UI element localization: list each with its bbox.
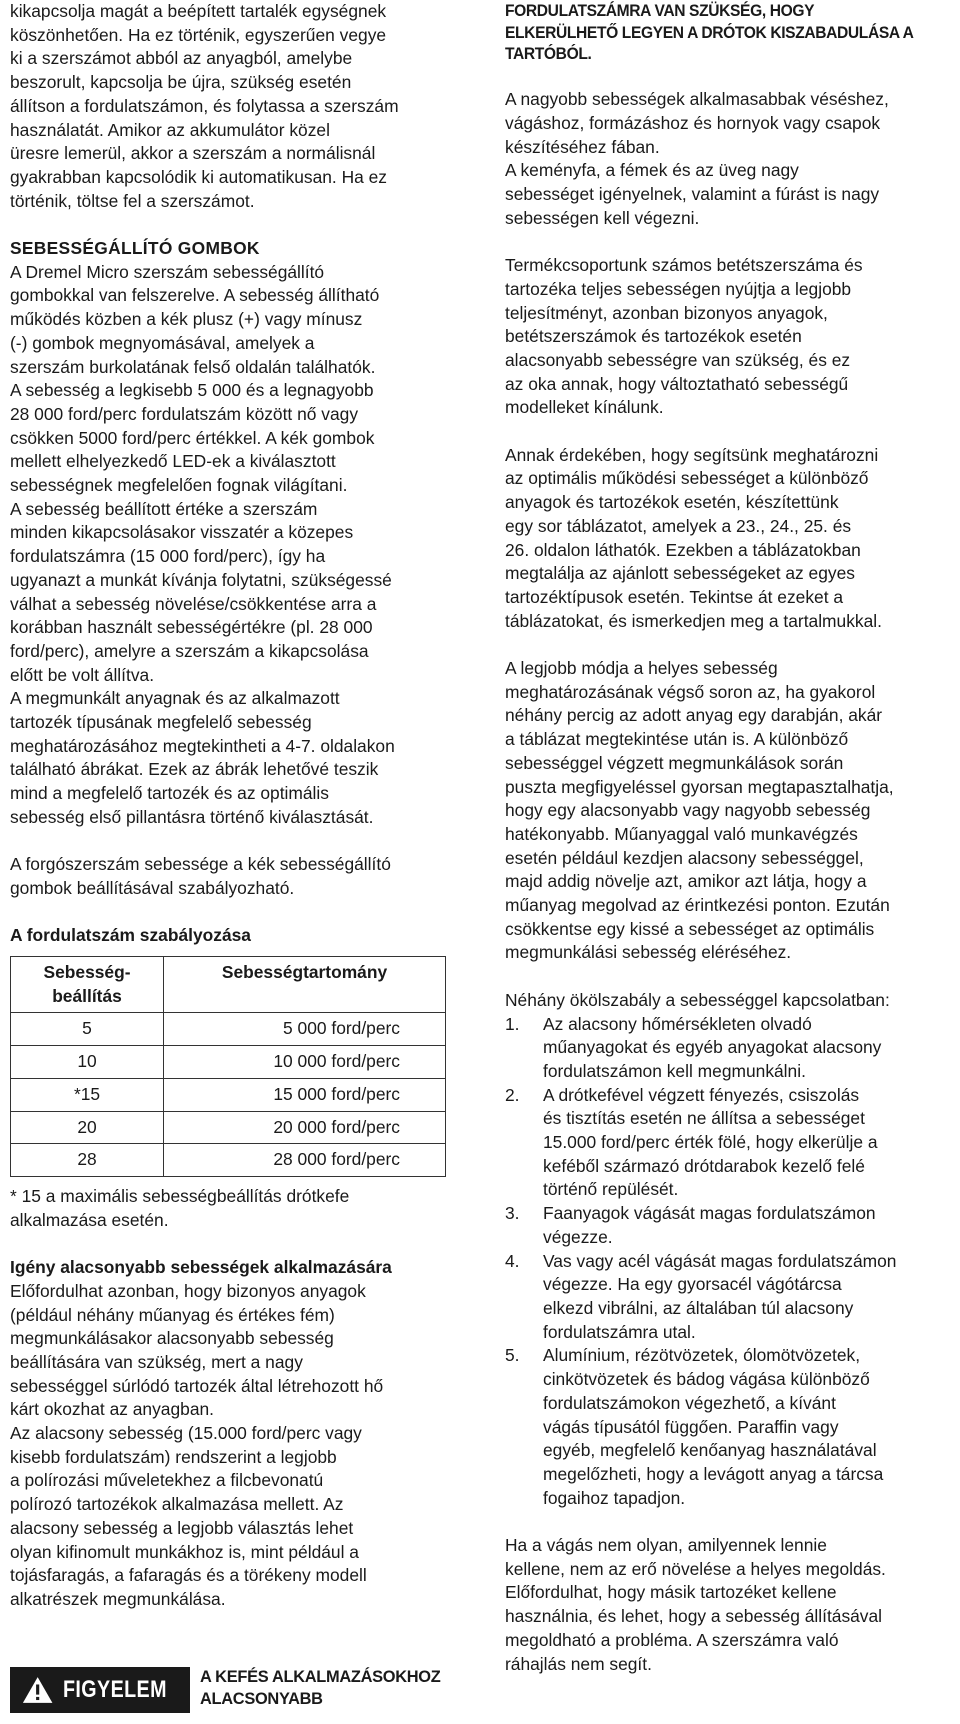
speed-table-header-range: Sebességtartomány (164, 957, 446, 1013)
table-row (11, 1111, 446, 1144)
speed-buttons-heading: SEBESSÉGÁLLÍTÓ GOMBOK (10, 238, 260, 259)
list-item: 5. Alumínium, rézötvözetek, ólomötvözetek, cinkötvözetek és bádog vágása különböző fordulatszámokon végezhető, a kívánt vágás típusától függően. Paraffin vagy egyéb, megfelelő kenőanyag használatával megelőzheti, hogy a levágott anyag a tárcsa fogaihoz tapadjon. (505, 1345, 884, 1508)
speed-usage-paragraph: A nagyobb sebességek alkalmasabbak véséshez, vágáshoz, formázáshoz és hornyok vagy csapok készítéséhez fában. A keményfa, a fémek és az üveg nagy sebességet igényelnek, valamint a fúrást is nagy sebességen kell végezni. (505, 89, 889, 228)
warning-label: FIGYELEM (63, 1676, 168, 1703)
closing-paragraph: Ha a vágás nem olyan, amilyennek lennie kellene, nem az erő növelése a helyes megoldás. Előfordulhat, hogy másik tartozéket kellene használnia, és lehet, hogy a sebesség állításával megoldható a probléma. A szerszámra való ráhajlás nem segít. (505, 1535, 886, 1674)
warning-triangle-icon (22, 1675, 53, 1705)
warning-label-box (10, 1667, 190, 1713)
list-item: 2. A drótkefével végzett fényezés, csiszolás és tisztítás esetén ne állítsa a sebességet 15.000 ford/perc érték fölé, hogy elkerülje a keféből származó drótdarabok kezelő felé történő repülését. (505, 1084, 878, 1200)
table-cell-setting: 20 (11, 1111, 164, 1144)
speed-buttons-paragraph: A Dremel Micro szerszám sebességállító gombokkal van felszerelve. A sebesség állítható működés közben a kék plusz (+) vagy mínusz (-) gombok megnyomásával, amelyek a szerszám burkolatának felső oldalán találhatók. A sebesség a legkisebb 5 000 és a legnagyobb 28 000 ford/perc fordulatszám között nő vagy csökken 5000 ford/perc értékkel. A kék gombok mellett elhelyezkedő LED-ek a kiválasztott sebességnek megfelelően fognak világítani. A sebesség beállított értéke a szerszám minden kikapcsolásakor visszatér a közepes fordulatszámra (15 000 ford/perc), így ha ugyanazt a munkát kívánja folytatni, szükségessé válhat a sebesség növelése/csökkentése arra a korábban használt sebességértékre (pl. 28 000 ford/perc), amelyre a szerszám a kikapcsolása előtt be volt állítva. A megmunkált anyagnak és az alkalmazott tartozék típusának megfelelő sebesség meghatározásához megtekintheti a 4-7. oldalakon található ábrákat. Ezek az ábrák lehetővé teszik mind a megfelelő tartozék és az optimális sebesség első pillantásra történő kiválasztását. (10, 261, 395, 827)
table-row (11, 1144, 446, 1177)
rotary-note-paragraph: A forgószerszám sebessége a kék sebességállító gombok beállításával szabályozható. (10, 854, 391, 898)
speed-table-header-setting: Sebesség- beállítás (11, 957, 164, 1013)
table-cell-range: 28 000 ford/perc (164, 1144, 446, 1177)
list-item: 3. Faanyagok vágását magas fordulatszámon végezze. (505, 1203, 876, 1247)
warning-text: A KEFÉS ALKALMAZÁSOKHOZ ALACSONYABB (200, 1668, 441, 1708)
right-column (505, 0, 955, 1676)
speed-table (10, 956, 446, 1177)
intro-paragraph: kikapcsolja magát a beépített tartalék egységnek köszönhetően. Ha ez történik, egyszerűen vegye ki a szerszámot abból az anyagból, amelybe beszorult, kapcsolja be újra, szükség esetén állítson a fordulatszámon, és folytassa a szerszám használatát. Amikor az akkumulátor közel üresre lemerül, akkor a szerszám a normálisnál gyakrabban kapcsolódik ki automatikusan. Ha ez történik, töltse fel a szerszámot. (10, 1, 399, 211)
warning-banner (10, 1667, 440, 1713)
table-row (11, 1078, 446, 1111)
warning-continuation-heading: FORDULATSZÁMRA VAN SZÜKSÉG, HOGY ELKERÜLHETŐ LEGYEN A DRÓTOK KISZABADULÁSA A TARTÓBÓL. (505, 1, 914, 63)
low-speed-paragraph: Előfordulhat azonban, hogy bizonyos anyagok (például néhány műanyag és értékes fém) megmunkálásakor alacsonyabb sebesség beállítására van szükség, mert a nagy sebességgel súrlódó tartozék által létrehozott hő kárt okozhat az anyagban. Az alacsony sebesség (15.000 ford/perc vagy kisebb fordulatszám) rendszerint a legjobb a polírozási műveletekhez a filcbevonatú polírozó tartozékok alkalmazása mellett. Az alacsony sebesség a legjobb választás lehet olyan kifinomult munkákhoz is, mint például a tojásfaragás, a fafaragás és a törékeny modell alkatrészek megmunkálása. (10, 1280, 384, 1609)
table-row (11, 1013, 446, 1046)
list-item: 4. Vas vagy acél vágását magas fordulatszámon végezze. Ha egy gyorsacél vágótárcsa elkezd vibrálni, az általában túl alacsony fordulatszámra utal. (505, 1250, 897, 1342)
table-cell-setting: 10 (11, 1046, 164, 1079)
table-cell-range: 5 000 ford/perc (164, 1013, 446, 1046)
speed-table-header-row (11, 957, 446, 1013)
left-column (10, 0, 465, 1612)
list-item: 1. Az alacsony hőmérsékleten olvadó műanyagokat és egyéb anyagokat alacsony fordulatszámon kell megmunkálni. (505, 1013, 882, 1081)
table-cell-range: 10 000 ford/perc (164, 1046, 446, 1079)
table-cell-range: 20 000 ford/perc (164, 1111, 446, 1144)
table-row (11, 1046, 446, 1079)
low-speed-heading: Igény alacsonyabb sebességek alkalmazására (10, 1257, 392, 1278)
rules-intro: Néhány ökölszabály a sebességgel kapcsolatban: (505, 989, 890, 1010)
table-cell-setting: 28 (11, 1144, 164, 1177)
table-cell-setting: *15 (11, 1078, 164, 1111)
table-cell-range: 15 000 ford/perc (164, 1078, 446, 1111)
table-cell-setting: 5 (11, 1013, 164, 1046)
table-footnote: * 15 a maximális sebességbeállítás drótkefe alkalmazása esetén. (10, 1186, 350, 1230)
rules-list (505, 1013, 955, 1511)
speed-table-heading: A fordulatszám szabályozása (10, 925, 251, 946)
tables-reference-paragraph: Annak érdekében, hogy segítsünk meghatározni az optimális működési sebességet a különböző anyagok és tartozékok esetén, készítettünk egy sor táblázatot, amelyek a 23., 24., 25. és 26. oldalon láthatók. Ezekben a táblázatokban megtalálja az ajánlott sebességeket az egyes tartozéktípusok esetén. Tekintse át ezeket a táblázatokat, és ismerkedjen meg a tartalmukkal. (505, 444, 882, 631)
best-practice-paragraph: A legjobb módja a helyes sebesség meghatározásának végső soron az, ha gyakorol néhány percig az adott anyag egy darabján, akár a táblázat megtekintése után is. A különböző sebességgel végzett megmunkálások során puszta megfigyeléssel gyorsan megtapasztalhatja, hogy egy alacsonyabb vagy nagyobb sebesség hatékonyabb. Műanyaggal való munkavégzés esetén például kezdjen alacsony sebességgel, majd addig növelje azt, amikor azt látja, hogy a műanyag megolvad az érintkezési ponton. Ezután csökkentse egy kissé a sebességet az optimális megmunkálási sebesség eléréséhez. (505, 658, 894, 963)
product-range-paragraph: Termékcsoportunk számos betétszerszáma és tartozéka teljes sebességen nyújtja a legjobb teljesítményt, azonban bizonyos anyagok, betétszerszámok és tartozékok esetén alacsonyabb sebességre van szükség, és ez az oka annak, hogy változtatható sebességű modelleket kínálunk. (505, 255, 863, 418)
